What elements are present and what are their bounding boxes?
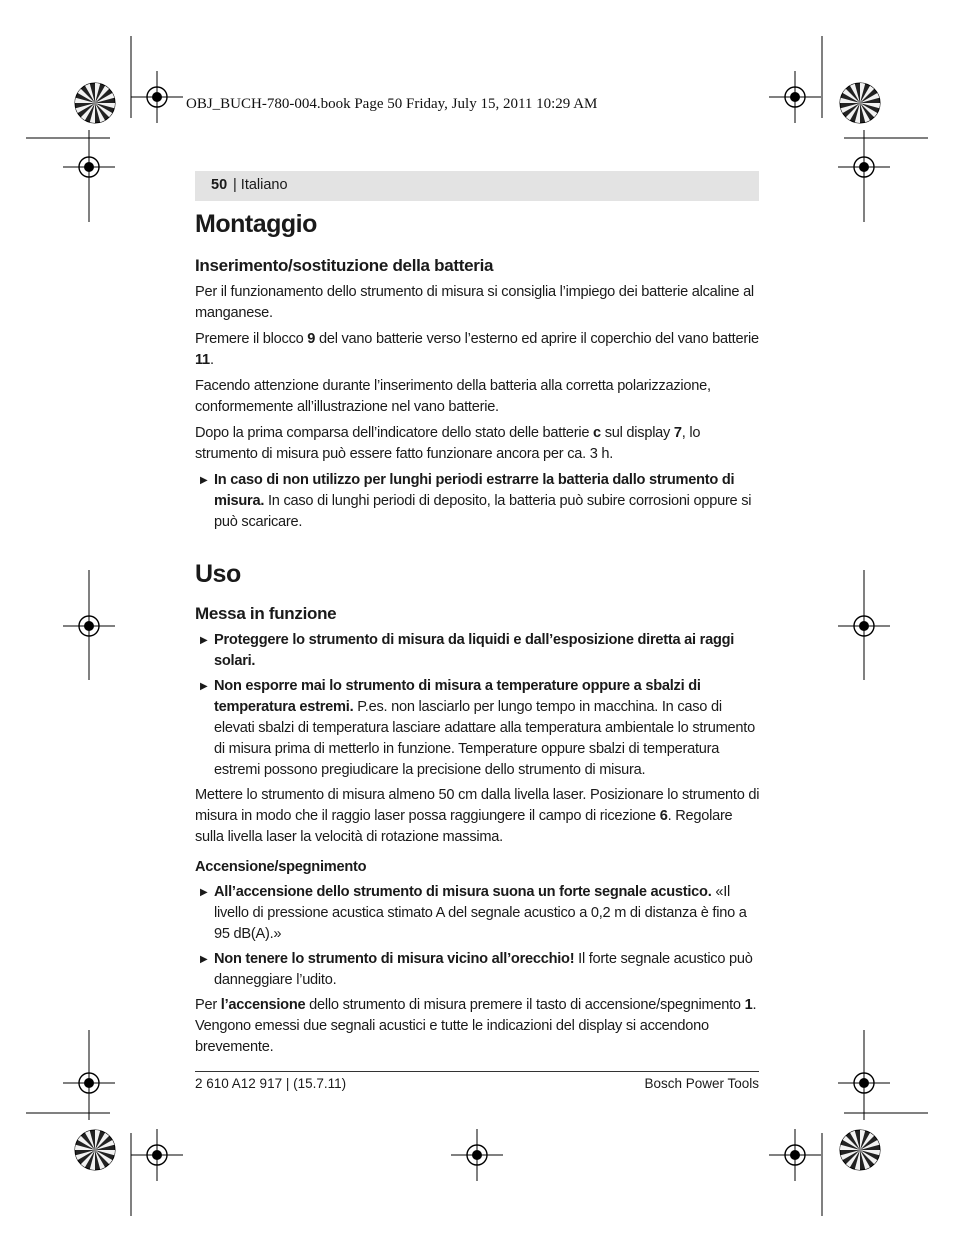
bullet-item: ▶ In caso di non utilizzo per lunghi periodi estrarre la batteria dallo strumento di misura. In caso di lunghi periodi di deposito, la batteria può subire corrosioni oppure si può scaricare. — [200, 472, 752, 530]
header-language: | Italiano — [233, 177, 288, 193]
main-content — [195, 206, 761, 1058]
page-header-bar — [195, 171, 759, 201]
bullet-arrow-icon: ▶ — [200, 635, 208, 646]
paragraph: Premere il blocco 9 del vano batterie verso l’esterno ed aprire il coperchio del vano batterie 11. — [195, 331, 759, 368]
bullet-item: ▶ All’accensione dello strumento di misura suona un forte segnale acustico. «Il livello di pressione acustica stimato A del segnale acustico a 0,2 m di distanza è fino a 95 dB(A).» — [200, 884, 747, 942]
page-number: 50 — [211, 177, 228, 193]
paragraph: Dopo la prima comparsa dell’indicatore dello stato delle batterie c sul display 7, lo strumento di misura può essere fatto funzionare ancora per ca. 3 h. — [195, 425, 701, 462]
footer-brand: Bosch Power Tools — [644, 1076, 759, 1091]
paragraph: Per l’accensione dello strumento di misura premere il tasto di accensione/spegnimento 1. Vengono emessi due segnali acustici e tutte le indicazioni del display si accendono brevemente. — [195, 997, 757, 1055]
subsection-title-battery: Inserimento/sostituzione della batteria — [195, 256, 494, 275]
section-title-uso: Uso — [195, 560, 241, 588]
bullet-item: ▶ Non esporre mai lo strumento di misura a temperature oppure a sbalzi di temperatura estremi. P.es. non lasciarlo per lungo tempo in macchina. In caso di elevati sbalzi di temperatura lasciare adattare alla temperatura ambientale lo strumento di misura prima di metterlo in funzione. Temperature oppure sbalzi di temperatura estremi possono pregiudicare la precisione dello strumento di misura. — [200, 678, 755, 778]
bullet-arrow-icon: ▶ — [200, 475, 208, 486]
bullet-arrow-icon: ▶ — [200, 954, 208, 965]
paragraph: Per il funzionamento dello strumento di misura si consiglia l’impiego dei batterie alcaline al manganese. — [195, 284, 754, 321]
bullet-item: ▶ Proteggere lo strumento di misura da liquidi e dall’esposizione diretta ai raggi solari. — [200, 632, 735, 669]
subsection-title-accensione: Accensione/spegnimento — [195, 859, 367, 875]
subsection-title-messa-in-funzione: Messa in funzione — [195, 604, 337, 623]
section-title-montaggio: Montaggio — [195, 210, 317, 238]
paragraph: Facendo attenzione durante l’inserimento della batteria alla corretta polarizzazione, conformemente all’illustrazione nel vano batterie. — [195, 378, 711, 415]
footer-doc-number: 2 610 A12 917 | (15.7.11) — [195, 1076, 347, 1091]
bullet-item: ▶ Non tenere lo strumento di misura vicino all’orecchio! Il forte segnale acustico può danneggiare l’udito. — [200, 951, 753, 988]
bullet-arrow-icon: ▶ — [200, 887, 208, 898]
print-slug-line: OBJ_BUCH-780-004.book Page 50 Friday, July 15, 2011 10:29 AM — [186, 96, 598, 112]
paragraph: Mettere lo strumento di misura almeno 50 cm dalla livella laser. Posizionare lo strumento di misura in modo che il raggio laser possa raggiungere il campo di ricezione 6. Regolare sulla livella laser la velocità di rotazione massima. — [195, 787, 760, 845]
footer-divider — [195, 1071, 759, 1072]
bullet-arrow-icon: ▶ — [200, 681, 208, 692]
